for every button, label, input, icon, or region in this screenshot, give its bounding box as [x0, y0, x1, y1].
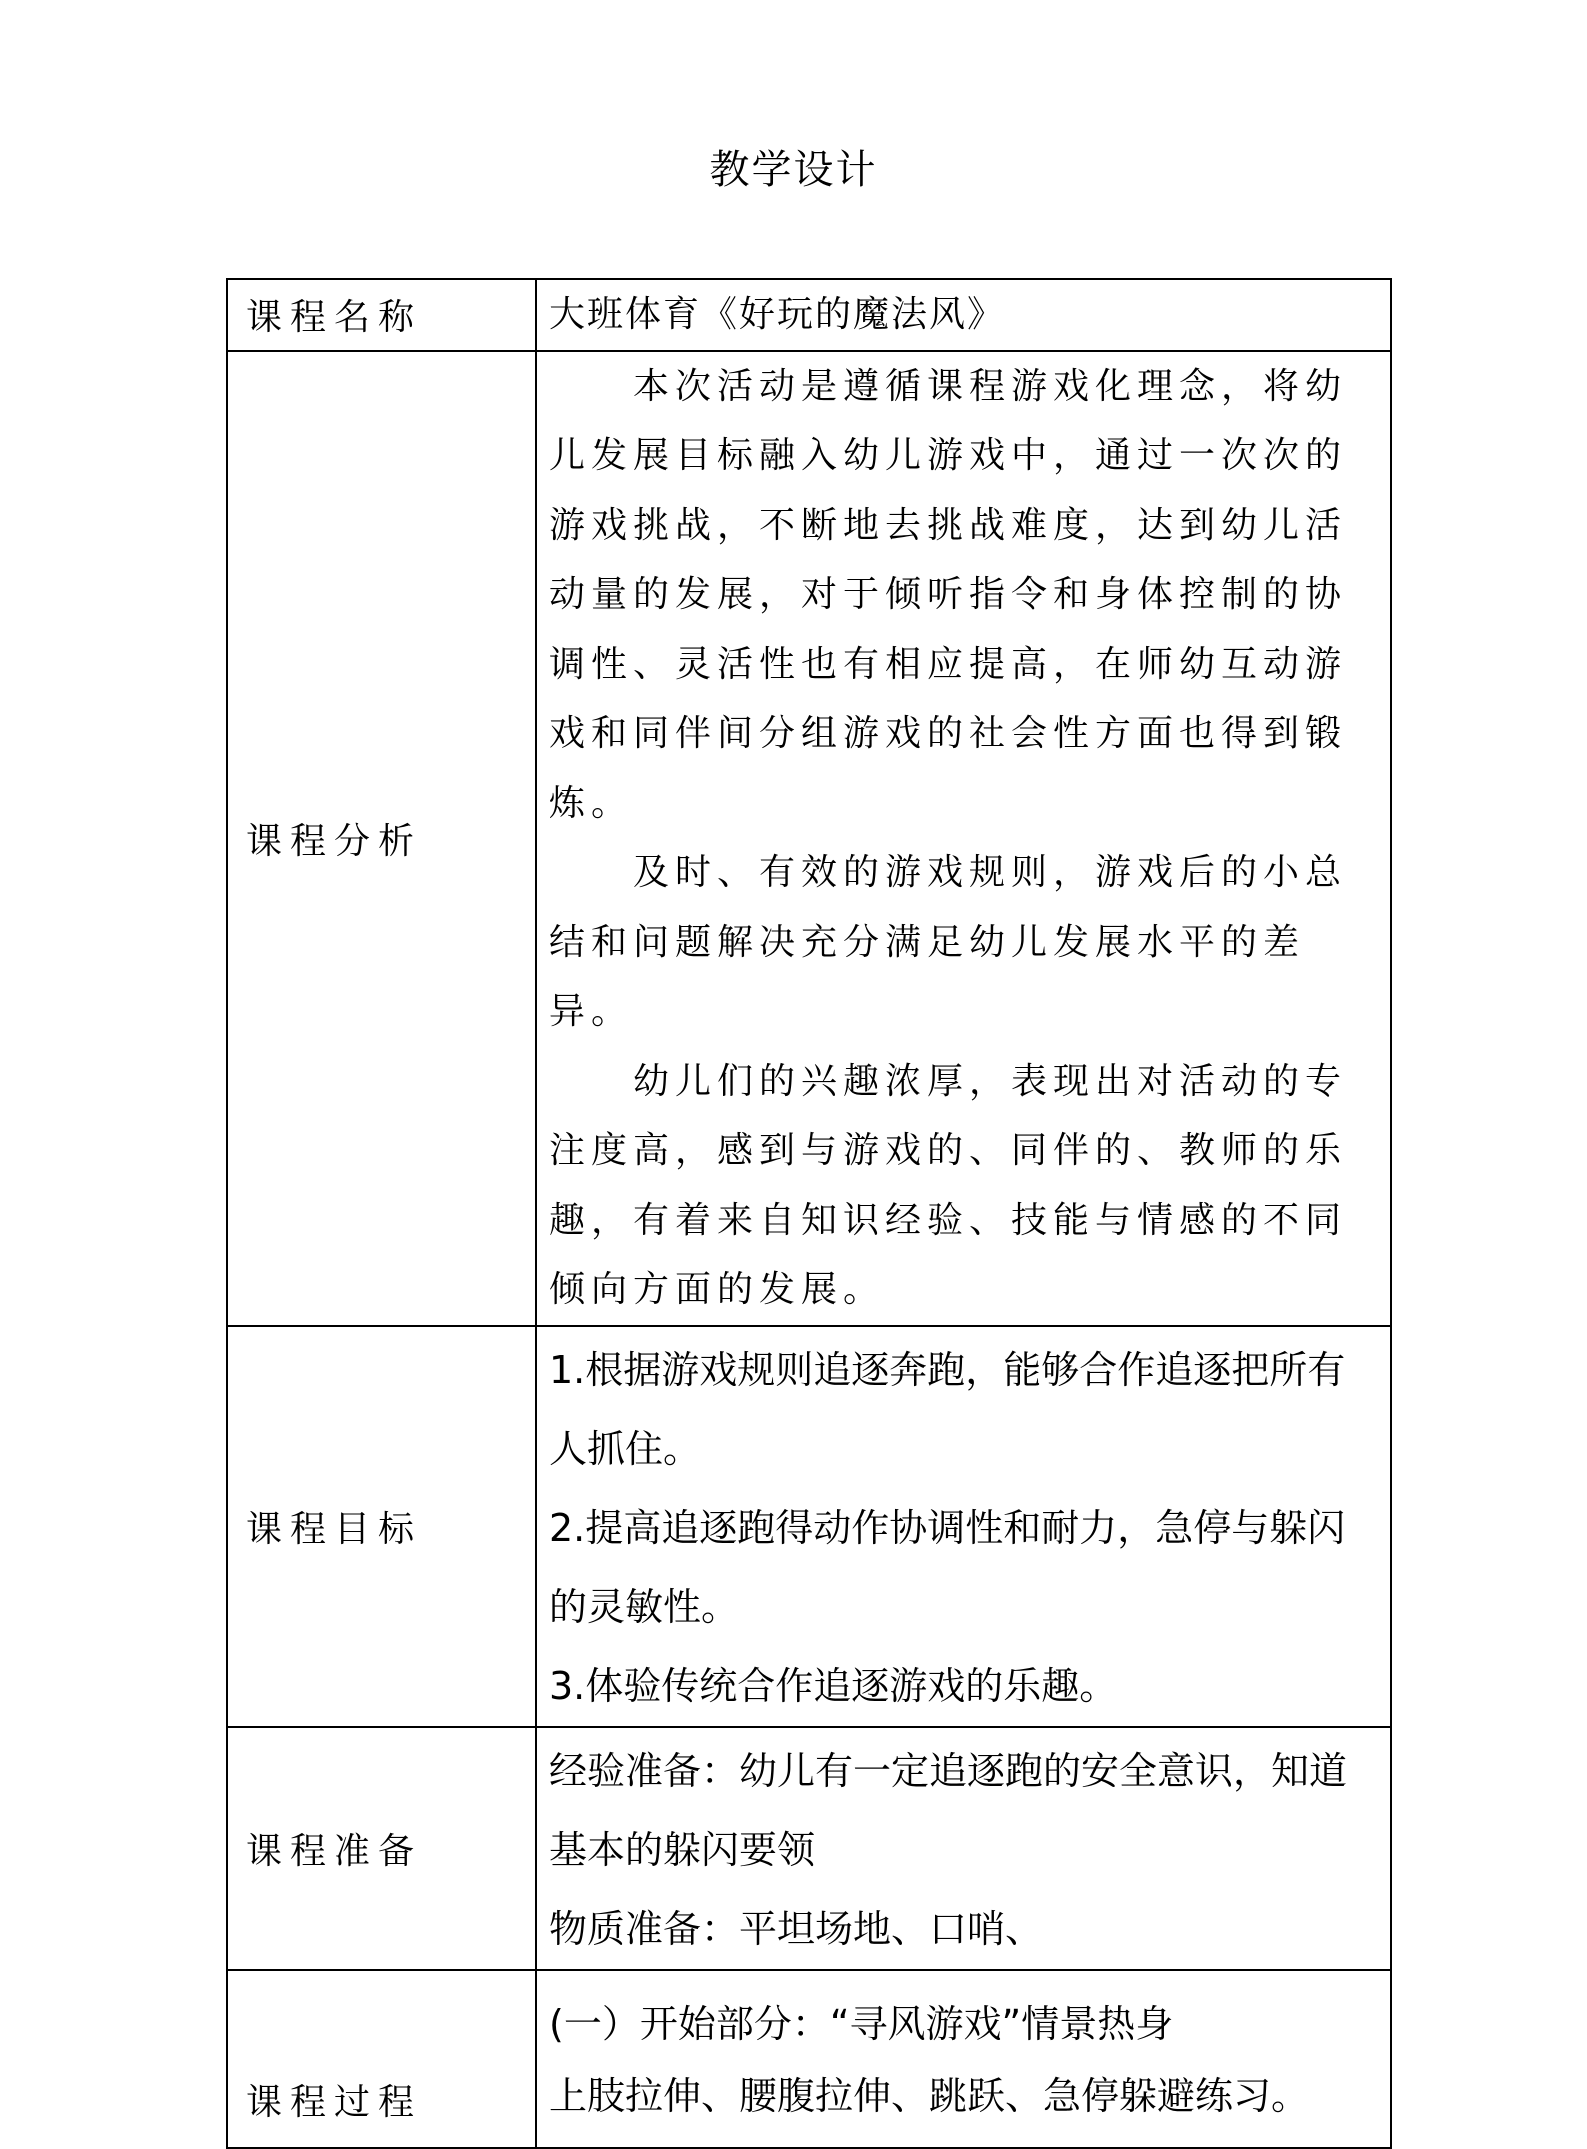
course-name-value: 大班体育《好玩的魔法风》	[536, 279, 1391, 351]
row-label-course-name: 课程名称	[227, 279, 536, 351]
table-row-course-preparation	[227, 1727, 1391, 1970]
analysis-paragraph: 幼儿们的兴趣浓厚，表现出对活动的专注度高，感到与游戏的、同伴的、教师的乐趣，有着来自知识经验、技能与情感的不同倾向方面的发展。	[549, 1060, 1348, 1310]
goal-item: 1.根据游戏规则追逐奔跑，能够合作追逐把所有人抓住。	[549, 1347, 1346, 1471]
teaching-design-table	[226, 278, 1392, 2149]
row-label-course-analysis: 课程分析	[227, 351, 536, 1326]
table-row-course-name	[227, 279, 1391, 351]
table-row-course-goals	[227, 1326, 1391, 1727]
row-label-course-goals: 课程目标	[227, 1326, 536, 1727]
table-row-course-process	[227, 1970, 1391, 2148]
document-title: 教学设计	[709, 147, 878, 193]
table-row-course-analysis	[227, 351, 1391, 1326]
material-preparation: 物质准备：平坦场地、口哨、	[549, 1906, 1044, 1951]
goal-item: 2.提高追逐跑得动作协调性和耐力，急停与躲闪的灵敏性。	[549, 1505, 1346, 1629]
row-label-course-process: 课程过程	[227, 1970, 536, 2148]
row-label-course-preparation: 课程准备	[227, 1727, 536, 1970]
course-goals-content	[536, 1326, 1391, 1727]
analysis-paragraph: 及时、有效的游戏规则，游戏后的小总结和问题解决充分满足幼儿发展水平的差异。	[549, 852, 1348, 1032]
course-process-content	[536, 1970, 1391, 2148]
process-section-text: 上肢拉伸、腰腹拉伸、跳跃、急停躲避练习。	[549, 2073, 1310, 2118]
goal-item: 3.体验传统合作追逐游戏的乐趣。	[549, 1663, 1118, 1708]
experience-preparation: 经验准备：幼儿有一定追逐跑的安全意识，知道基本的躲闪要领	[549, 1748, 1348, 1872]
course-analysis-content	[536, 351, 1391, 1326]
process-section-heading: (一）开始部分：“寻风游戏”情景热身	[549, 2001, 1174, 2046]
analysis-paragraph: 本次活动是遵循课程游戏化理念，将幼儿发展目标融入幼儿游戏中，通过一次次的游戏挑战，不断地去挑战难度，达到幼儿活动量的发展，对于倾听指令和身体控制的协调性、灵活性也有相应提高，在师幼互动游戏和同伴间分组游戏的社会性方面也得到锻炼。	[549, 365, 1348, 824]
course-preparation-content	[536, 1727, 1391, 1970]
